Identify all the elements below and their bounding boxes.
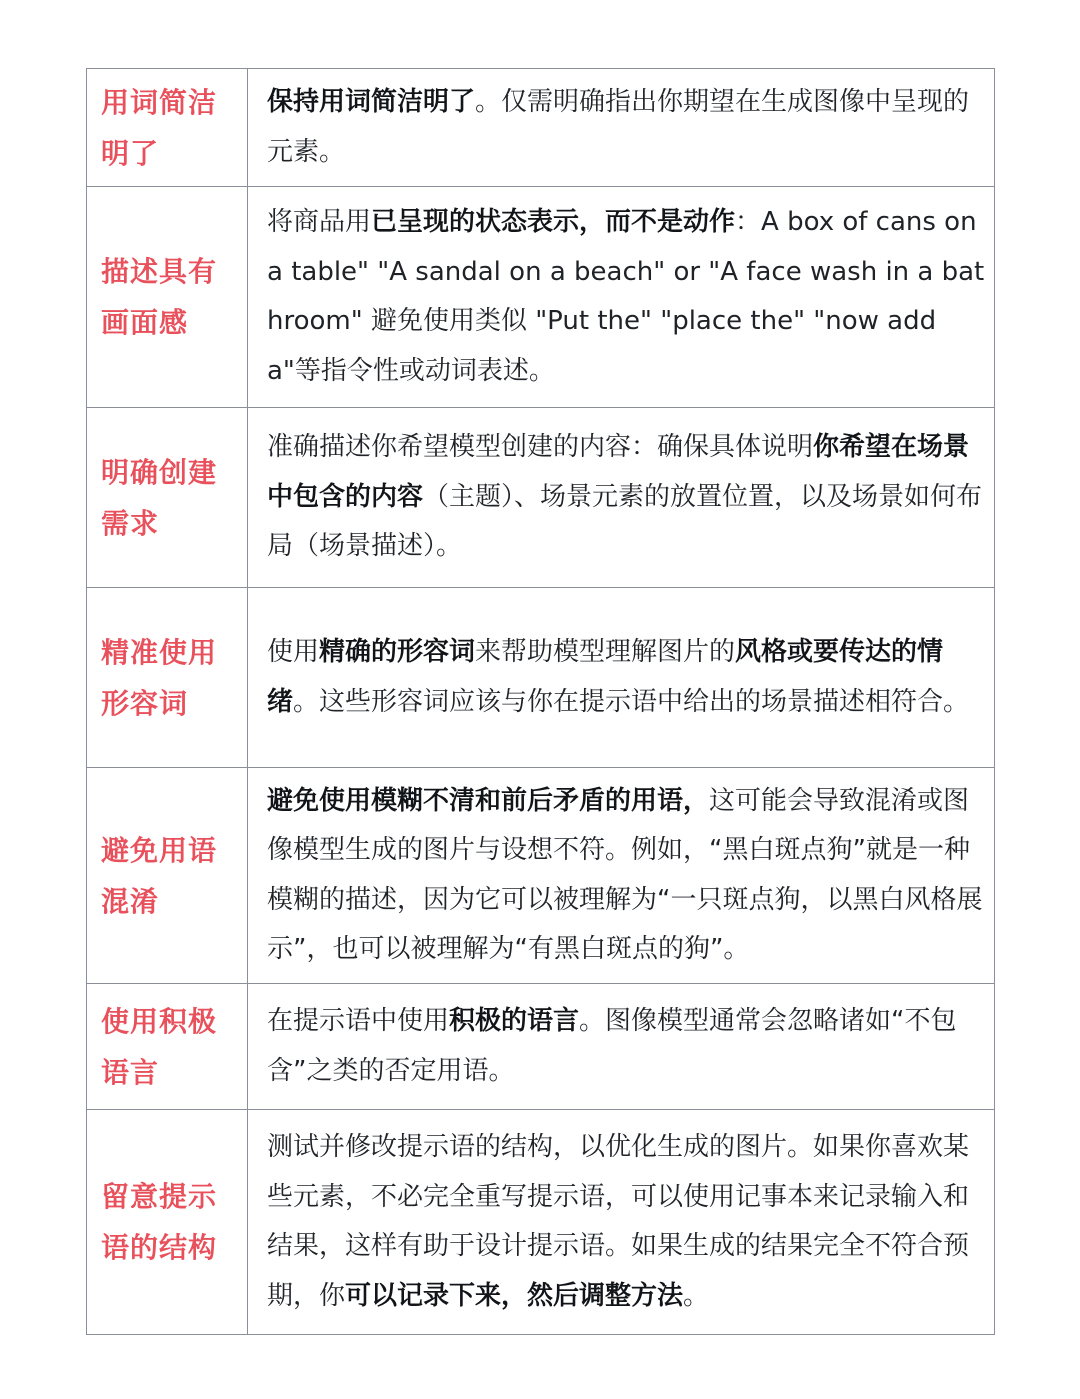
tip-text-bold: 保持用词简洁明了 bbox=[267, 87, 476, 117]
tip-label-cell bbox=[87, 187, 248, 408]
tip-text: 这可能会导致混淆或图像模型生成的图片与设想不符。例如，“黑白斑点狗”就是一种模糊的描述，因为它可以被理解为“一只斑点狗，以黑白风格展示”，也可以被理解为“有黑白斑点的狗”。 bbox=[267, 785, 983, 964]
tip-row bbox=[87, 588, 995, 768]
tip-label: 使用积极语言 bbox=[101, 1004, 218, 1089]
tip-row bbox=[87, 984, 995, 1110]
tip-text-bold: 可以记录下来，然后调整方法 bbox=[345, 1280, 684, 1311]
tip-description bbox=[248, 408, 995, 588]
tip-text: ：A box of cans on a table" "A sandal on a beach" or "A face wash in a bathroom" 避免使用类似 "Put the" "place the" "now add a"等指令性或动词表述。 bbox=[267, 207, 985, 386]
tip-row bbox=[87, 69, 995, 187]
tip-text: 。 bbox=[683, 1280, 710, 1311]
tip-description bbox=[248, 1110, 995, 1335]
tip-text: 准确描述你希望模型创建的内容：确保具体说明 bbox=[267, 432, 814, 463]
tip-label: 精准使用形容词 bbox=[101, 635, 218, 720]
tip-text-bold: 精确的形容词 bbox=[319, 637, 476, 667]
tip-text: 将商品用 bbox=[267, 207, 372, 237]
tip-text-bold: 风格或要传达的情绪 bbox=[267, 637, 944, 717]
tips-table-body bbox=[87, 69, 995, 1335]
tip-text-bold: 你希望在场景中包含的内容 bbox=[267, 432, 970, 512]
tip-label-cell bbox=[87, 69, 248, 187]
tip-label: 留意提示语的结构 bbox=[101, 1180, 218, 1264]
tip-label-cell bbox=[87, 984, 248, 1110]
tip-label: 描述具有画面感 bbox=[101, 255, 218, 339]
tip-row bbox=[87, 408, 995, 588]
tip-text-bold: 已呈现的状态表示，而不是动作 bbox=[371, 207, 736, 237]
tip-label-cell bbox=[87, 588, 248, 768]
tip-text: 。图像模型通常会忽略诸如“不包含”之类的否定用语。 bbox=[267, 1006, 957, 1086]
prompt-tips-table bbox=[86, 68, 995, 1335]
tip-text-bold: 避免使用模糊不清和前后矛盾的用语， bbox=[267, 785, 710, 816]
tip-text: 在提示语中使用 bbox=[267, 1006, 450, 1036]
tip-text: 。仅需明确指出你期望在生成图像中呈现的元素。 bbox=[267, 87, 970, 167]
tip-label: 避免用语混淆 bbox=[101, 833, 218, 918]
tip-label: 用词简洁明了 bbox=[101, 85, 218, 170]
tip-description bbox=[248, 984, 995, 1110]
tip-row bbox=[87, 187, 995, 408]
tip-label-cell bbox=[87, 408, 248, 588]
tip-text: 来帮助模型理解图片的 bbox=[475, 637, 736, 667]
tip-description bbox=[248, 768, 995, 984]
tip-text: 。这些形容词应该与你在提示语中给出的场景描述相符合。 bbox=[293, 686, 970, 717]
tip-text-bold: 积极的语言 bbox=[449, 1006, 580, 1036]
tip-label-cell bbox=[87, 768, 248, 984]
tip-text: 测试并修改提示语的结构，以优化生成的图片。如果你喜欢某些元素，不必完全重写提示语，可以使用记事本来记录输入和结果，这样有助于设计提示语。如果生成的结果完全不符合预期，你 bbox=[267, 1132, 970, 1311]
tip-description bbox=[248, 588, 995, 768]
tip-row bbox=[87, 768, 995, 984]
tip-label: 明确创建需求 bbox=[101, 455, 218, 540]
tip-label-cell bbox=[87, 1110, 248, 1335]
tip-text: 使用 bbox=[267, 637, 320, 667]
tip-description bbox=[248, 187, 995, 408]
tip-description bbox=[248, 69, 995, 187]
tip-text: （主题）、场景元素的放置位置，以及场景如何布局（场景描述）。 bbox=[267, 481, 983, 562]
tip-row bbox=[87, 1110, 995, 1335]
